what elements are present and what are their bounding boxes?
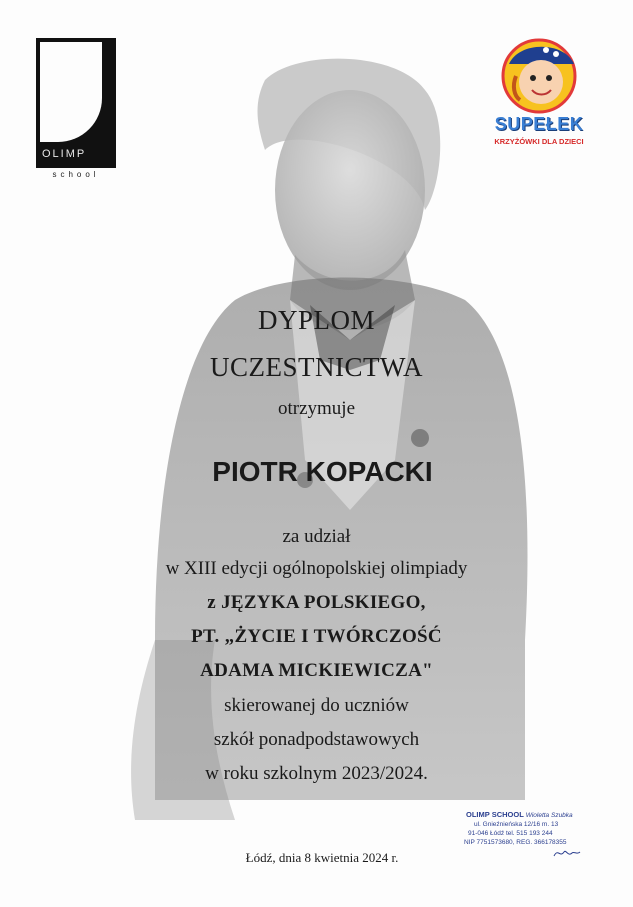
subject-line: z JĘZYKA POLSKIEGO, — [207, 592, 426, 613]
diploma-title: DYPLOM — [257, 305, 375, 335]
diploma-subtitle: UCZESTNICTWA — [210, 352, 423, 382]
description-line: w roku szkolnym 2023/2024. — [205, 763, 428, 784]
supelek-logo — [474, 36, 604, 156]
stamp-address: ul. Gnieźnieńska 12/16 m. 13 — [474, 821, 559, 828]
cartoon-child-icon — [474, 36, 604, 116]
description-line: za udział — [282, 526, 351, 547]
stamp-school-name: OLIMP SCHOOL — [466, 810, 524, 819]
stamp-name — [466, 810, 573, 819]
description-line: w XIII edycji ogólnopolskiej olimpiady — [165, 558, 468, 579]
stamp-person: Wioletta Szubka — [525, 812, 573, 819]
theme-line: PT. „ŻYCIE I TWÓRCZOŚĆ — [191, 626, 442, 647]
portrait-illustration — [95, 40, 565, 840]
school-stamp — [460, 802, 600, 862]
receives-label: otrzymuje — [277, 398, 356, 419]
stamp-ids: NIP 7751573680, REG. 366178355 — [464, 839, 567, 846]
supelek-subtitle: KRZYŻÓWKI DLA DZIECI — [494, 137, 584, 146]
stamp-city-phone: 91-046 Łódź tel. 515 193 244 — [468, 830, 553, 837]
description-line: skierowanej do uczniów — [224, 695, 409, 716]
olimp-school-logo — [36, 38, 122, 178]
recipient-name: PIOTR KOPACKI — [212, 456, 433, 487]
olimp-logo-text: OLIMP — [42, 148, 87, 160]
supelek-title: SUPEŁEK — [494, 114, 584, 134]
place-and-date: Łódź, dnia 8 kwietnia 2024 r. — [245, 850, 399, 865]
description-line: szkół ponadpodstawowych — [213, 729, 420, 750]
theme-line: ADAMA MICKIEWICZA" — [200, 660, 433, 681]
signature-icon — [552, 846, 582, 860]
school-logo-text: school — [52, 170, 100, 179]
